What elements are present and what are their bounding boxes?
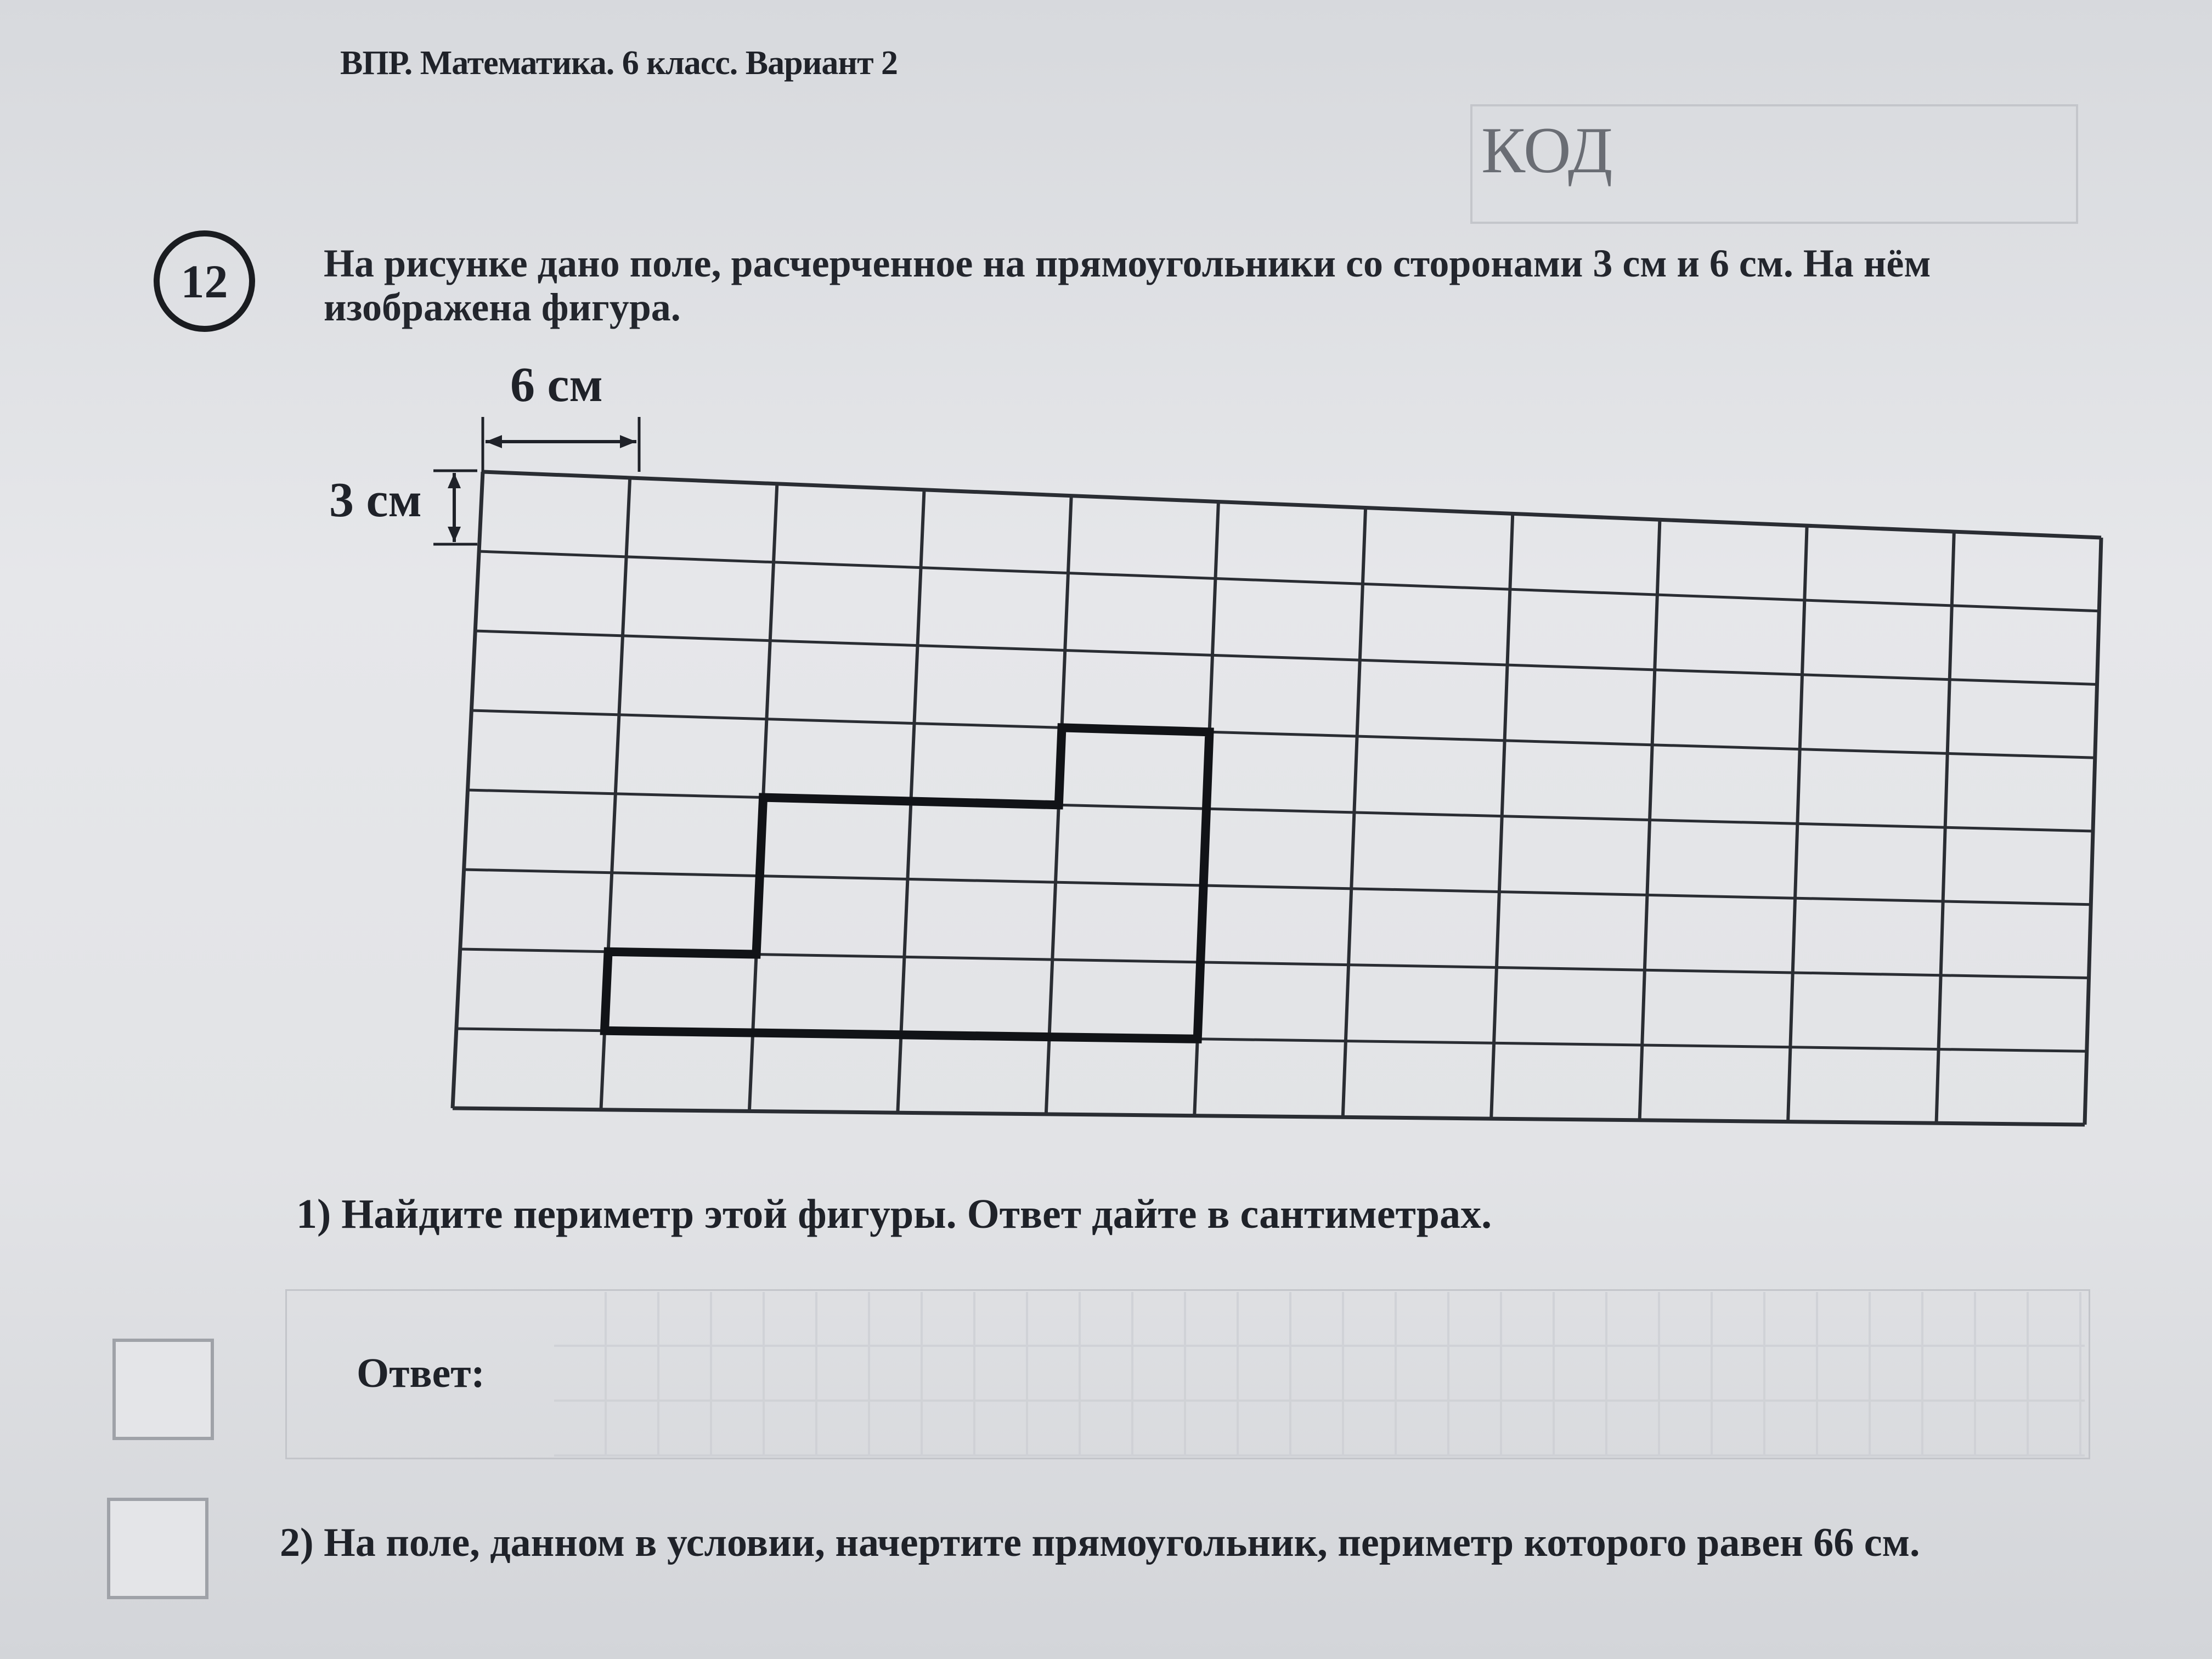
answer-field[interactable] xyxy=(554,1292,2085,1457)
grid-horizontal-line xyxy=(471,710,2095,758)
grid-horizontal-line xyxy=(468,790,2094,831)
grid-horizontal-line xyxy=(479,551,2099,611)
page-header: ВПР. Математика. 6 класс. Вариант 2 xyxy=(340,44,898,82)
task-number: 12 xyxy=(180,255,228,308)
score-box-2[interactable] xyxy=(107,1498,208,1599)
answer-label: Ответ: xyxy=(357,1350,485,1396)
grid-horizontal-line xyxy=(483,472,2101,538)
height-dimension-label: 3 см xyxy=(329,473,422,527)
grid-horizontal-line xyxy=(453,1108,2085,1125)
question-2: 2) На поле, данном в условии, начертите прямоугольник, периметр которого равен 66 см. xyxy=(280,1520,1920,1565)
score-box-1[interactable] xyxy=(112,1339,214,1440)
task-statement: На рисунке дано поле, расчерченное на прямоугольники со сторонами 3 см и 6 см. На нём изображена фигура. xyxy=(324,241,1931,329)
question-1: 1) Найдите периметр этой фигуры. Ответ дайте в сантиметрах. xyxy=(296,1191,1492,1237)
code-label: КОД xyxy=(1481,114,1613,187)
grid-lines xyxy=(453,472,2101,1125)
dimension-markers xyxy=(433,417,639,544)
grid-horizontal-line xyxy=(464,870,2091,905)
grid-horizontal-line xyxy=(475,631,2097,685)
width-dimension-label: 6 см xyxy=(510,358,603,412)
